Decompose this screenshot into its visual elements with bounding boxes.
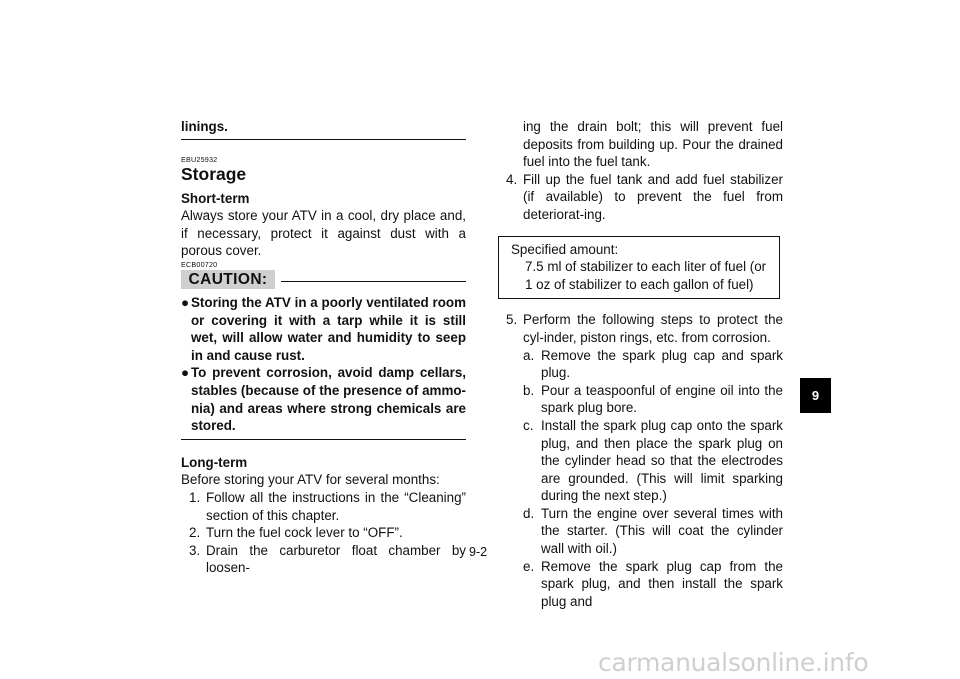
section-rule xyxy=(181,139,466,140)
sub-list-item: a. Remove the spark plug cap and spark plug. xyxy=(523,347,783,381)
bullet-icon: ● xyxy=(181,294,190,310)
section-title: Storage xyxy=(181,163,247,184)
doc-code-storage: EBU25932 xyxy=(181,154,218,164)
caution-rule xyxy=(281,281,466,282)
longterm-heading: Long-term xyxy=(181,454,248,470)
caution-end-rule xyxy=(181,439,466,440)
list-item: 4. Fill up the fuel tank and add fuel stabilizer (if available) to prevent the fuel from deteriorat-ing. xyxy=(506,171,783,222)
list-item: 3. Drain the carburetor float chamber by loosen- xyxy=(189,542,466,576)
spec-value: 7.5 ml of stabilizer to each liter of fuel (or 1 oz of stabilizer to each gallon of fuel) xyxy=(525,259,767,292)
shortterm-text: Always store your ATV in a cool, dry place and, if necessary, protect it against dust with a porous cover. xyxy=(181,208,466,259)
sub-list-item: c. Install the spark plug cap onto the spark plug, and then place the spark plug on the cylinder head so that the electrodes are grounded. (This will limit sparking during the next step.) xyxy=(523,417,783,504)
sub-list-item: b. Pour a teaspoonful of engine oil into the spark plug bore. xyxy=(523,382,783,416)
spec-box xyxy=(498,236,780,300)
intro-text: linings. xyxy=(181,119,228,134)
left-column xyxy=(181,118,466,577)
sub-list-item: e. Remove the spark plug cap from the spark plug, and then install the spark plug and xyxy=(523,558,783,609)
caution-bullet: ● To prevent corrosion, avoid damp cellars, stables (because of the presence of ammo-nia) and areas where strong chemicals are stored. xyxy=(181,365,466,434)
caution-bullet: ● Storing the ATV in a poorly ventilated room or covering it with a tarp while it is still wet, will allow water and humidity to seep in and cause rust. xyxy=(181,294,466,363)
page-number: 9-2 xyxy=(469,545,488,559)
bullet-icon: ● xyxy=(181,365,190,381)
caution-header xyxy=(181,270,466,290)
spec-label: Specified amount: xyxy=(511,241,619,257)
doc-code-caution: ECB00720 xyxy=(181,259,218,269)
list-item: 1. Follow all the instructions in the “Cleaning” section of this chapter. xyxy=(189,489,466,523)
watermark: carmanualsonline.info xyxy=(598,648,869,677)
list-item: 5. Perform the following steps to protect the cyl-inder, piston rings, etc. from corrosion. xyxy=(506,312,783,345)
caution-label: CAUTION: xyxy=(181,270,275,289)
caution-list xyxy=(181,294,466,435)
sub-list-item: d. Turn the engine over several times with the starter. (This will coat the cylinder wall with oil.) xyxy=(523,505,783,557)
longterm-text: Before storing your ATV for several months: xyxy=(181,472,440,488)
step3-continuation: ing the drain bolt; this will prevent fuel deposits from building up. Pour the drained fuel into the fuel tank. xyxy=(523,119,783,170)
shortterm-heading: Short-term xyxy=(181,190,250,206)
list-item: 2. Turn the fuel cock lever to “OFF”. xyxy=(189,525,403,541)
chapter-tab[interactable]: 9 xyxy=(800,378,831,413)
right-column xyxy=(498,118,783,610)
